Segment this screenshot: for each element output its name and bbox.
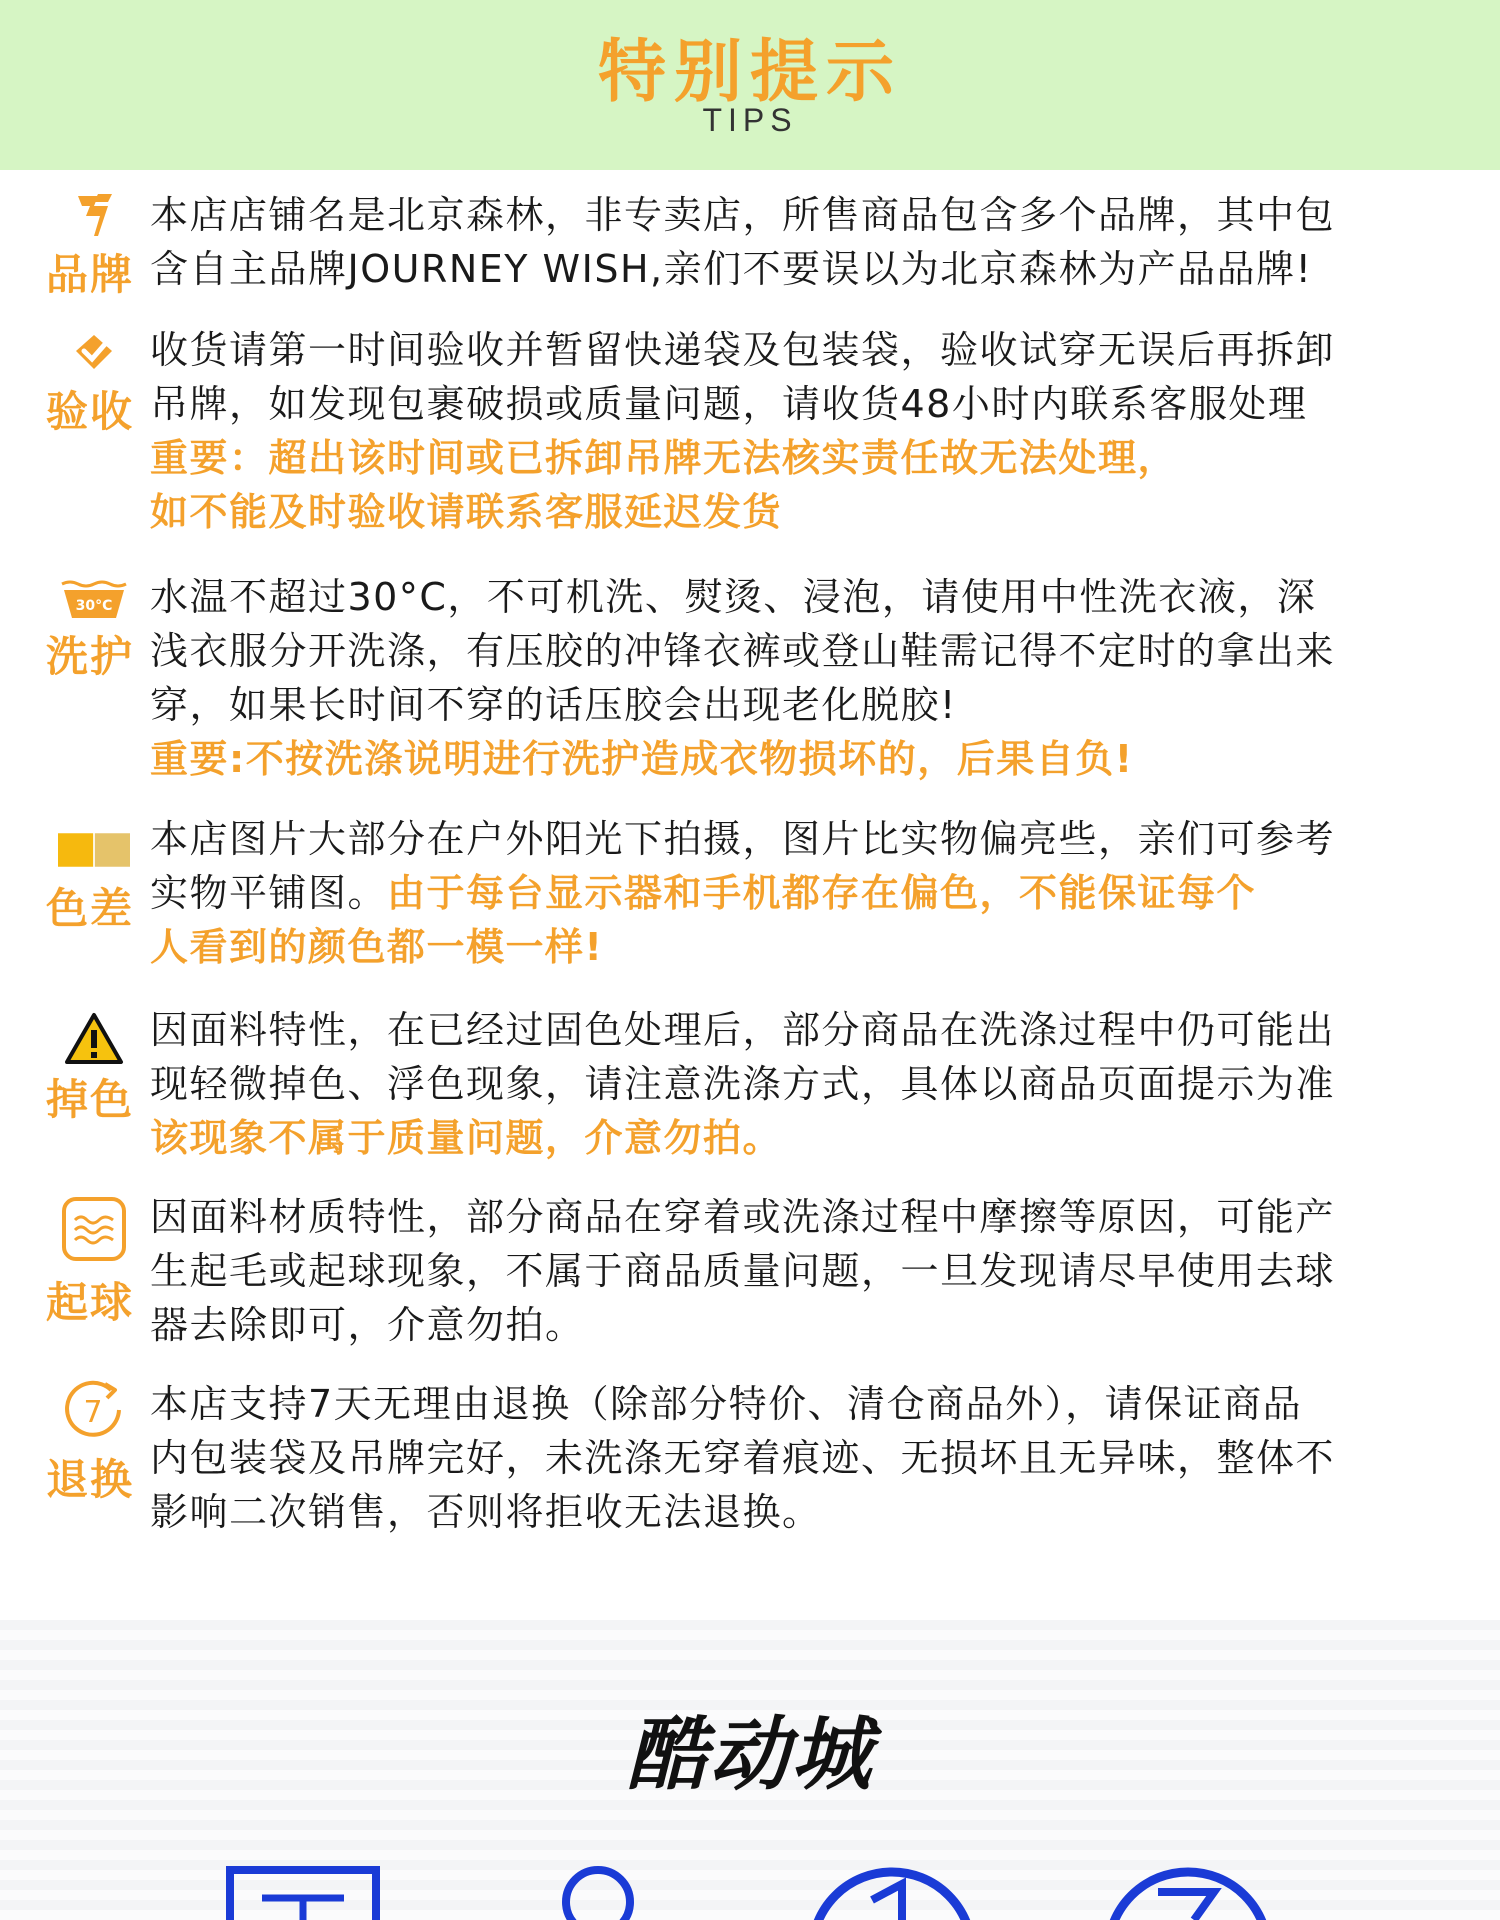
page-subtitle: TIPS	[702, 102, 798, 138]
number-seven-badge-icon	[1108, 1872, 1268, 1920]
important-line: 重要：超出该时间或已拆卸吊牌无法核实责任故无法处理，	[150, 436, 1178, 480]
text-line: 浅衣服分开洗涤，有压胶的冲锋衣裤或登山鞋需记得不定时的拿出来	[150, 629, 1336, 673]
fabric-wave-icon	[58, 1194, 130, 1264]
store-badge-icon	[230, 1870, 376, 1920]
important-inline: 由于每台显示器和手机都存在偏色，不能保证每个	[387, 871, 1257, 915]
text-line: 本店图片大部分在户外阳光下拍摄，图片比实物偏亮些，亲们可参考	[150, 817, 1336, 861]
text-line: 水温不超过30°C，不可机洗、熨烫、浸泡，请使用中性洗衣液，深	[150, 575, 1317, 619]
section-text	[150, 1377, 1450, 1539]
text-line: 因面料特性，在已经过固色处理后，部分商品在洗涤过程中仍可能出	[150, 1008, 1336, 1052]
footer-brand-logo: 酷动城	[627, 1708, 873, 1801]
check-badge-icon	[58, 325, 130, 381]
text-line: 现轻微掉色、浮色现象，请注意洗涤方式，具体以商品页面提示为准	[150, 1062, 1336, 1106]
section-text	[150, 1003, 1450, 1165]
section-text	[150, 188, 1450, 296]
important-line: 重要:不按洗涤说明进行洗护造成衣物损坏的，后果自负!	[150, 737, 1134, 781]
section-label: 验收	[45, 387, 134, 436]
important-line: 该现象不属于质量问题，介意勿拍。	[150, 1116, 783, 1160]
text-line: 穿，如果长时间不穿的话压胶会出现老化脱胶!	[150, 683, 957, 727]
text-line: 因面料材质特性，部分商品在穿着或洗涤过程中摩擦等原因，可能产	[150, 1195, 1336, 1239]
seven-day-return-icon	[58, 1377, 130, 1445]
wash-temp-text: 30°C	[75, 598, 113, 614]
number-one-badge-icon	[812, 1872, 972, 1920]
section-text	[150, 323, 1450, 539]
text-line: 本店支持7天无理由退换（除部分特价、清仓商品外），请保证商品	[150, 1382, 1303, 1426]
person-badge-icon	[566, 1870, 630, 1920]
brand-logo-icon	[58, 188, 130, 244]
text-line: 器去除即可，介意勿拍。	[150, 1303, 585, 1347]
wash-basin-icon	[58, 572, 130, 628]
important-line: 人看到的颜色都一模一样!	[150, 925, 604, 969]
text-line: 本店店铺名是北京森林，非专卖店，所售商品包含多个品牌，其中包	[150, 193, 1336, 237]
section-label: 洗护	[45, 632, 134, 681]
section-label: 退换	[45, 1455, 134, 1504]
section-text	[150, 1190, 1450, 1352]
text-line: 影响二次销售，否则将拒收无法退换。	[150, 1490, 822, 1534]
text-line: 含自主品牌JOURNEY WISH,亲们不要误以为北京森林为产品品牌!	[150, 247, 1313, 291]
return-days-text: 7	[83, 1395, 103, 1430]
section-label: 品牌	[45, 250, 134, 299]
text-plain: 实物平铺图。	[150, 871, 388, 915]
warning-triangle-icon	[58, 1011, 130, 1067]
text-line: 收货请第一时间验收并暂留快递袋及包装袋，验收试穿无误后再拆卸	[150, 328, 1336, 372]
section-label: 起球	[45, 1278, 134, 1327]
text-line: 吊牌，如发现包裹破损或质量问题，请收货48小时内联系客服处理	[150, 382, 1308, 426]
page-title: 特别提示	[597, 33, 902, 112]
section-text	[150, 570, 1450, 786]
section-label: 掉色	[45, 1075, 134, 1124]
important-line: 如不能及时验收请联系客服延迟发货	[150, 490, 783, 534]
text-line: 内包装袋及吊牌完好，未洗涤无穿着痕迹、无损坏且无异味，整体不	[150, 1436, 1336, 1480]
color-swatch-icon	[58, 822, 130, 878]
section-label: 色差	[45, 884, 134, 933]
footer-badge-row	[0, 1860, 1500, 1920]
text-line: 生起毛或起球现象，不属于商品质量问题，一旦发现请尽早使用去球	[150, 1249, 1336, 1293]
text-line	[150, 866, 1450, 920]
tips-header	[0, 0, 1500, 170]
section-text	[150, 812, 1450, 974]
